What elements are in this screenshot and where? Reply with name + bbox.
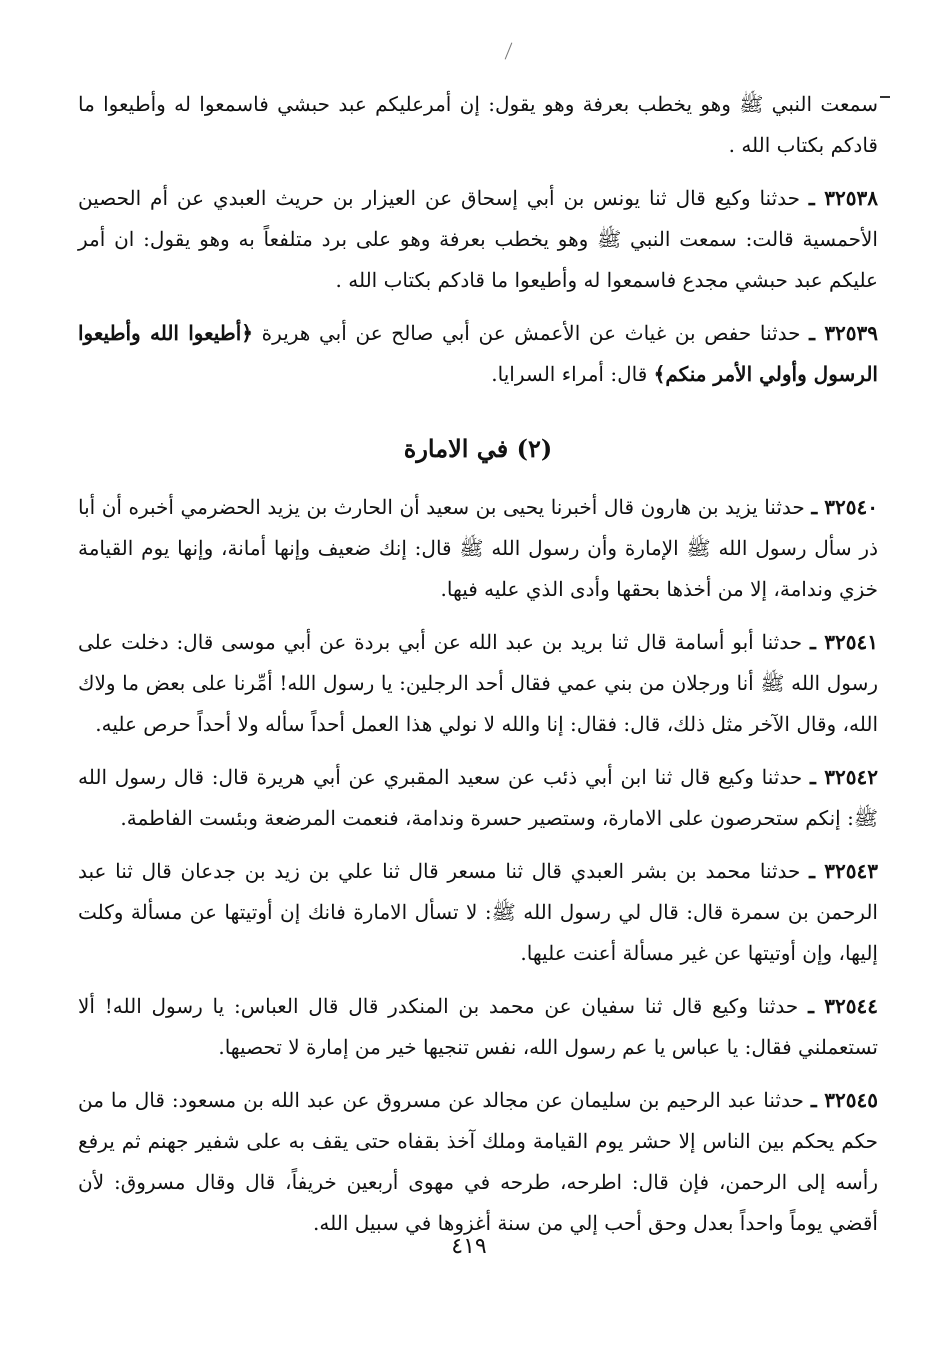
hadith-number: ٣٢٥٣٩ ـ (809, 321, 879, 345)
hadith-32543 (78, 851, 878, 974)
page-number: ٤١٩ (451, 1234, 487, 1259)
hadith-text: حدثنا عبد الرحيم بن سليمان عن مجالد عن مسروق عن عبد الله بن مسعود: قال ما من حكم يحكم بين الناس إلا حشر يوم القيامة وملك آخذ بقفاه حتى يقف به على شفير جهنم ثم يرفع رأسه إلى الرحمن، فإن قال: اطرحه، طرحه في مهوى أربعين خريفاً، قال وقال مسروق: لأن أقضي يوماً واحداً بعدل وحق أحب إلي من سنة أغزوها في سبيل الله. (78, 1088, 878, 1235)
hadith-32540 (78, 487, 878, 610)
hadith-number: ٣٢٥٤٣ ـ (809, 859, 878, 883)
hadith-number: ٣٢٥٤٥ ـ (810, 1088, 878, 1112)
hadith-text: حدثنا يزيد بن هارون قال أخبرنا يحيى بن سعيد أن الحارث بن يزيد الحضرمي أخبره أن أبا ذر سأل رسول الله ﷺ الإمارة وأن رسول الله ﷺ قال: إنك ضعيف وإنها أمانة، وإنها يوم القيامة خزي وندامة، إلا من أخذها بحقها وأدى الذي عليه فيها. (78, 495, 878, 601)
section-heading: (٢) في الامارة (403, 434, 553, 463)
hadith-text: حدثنا وكيع قال ثنا يونس بن أبي إسحاق عن العيزار بن حريث العبدي عن أم الحصين الأحمسية قالت: سمعت النبي ﷺ وهو يخطب بعرفة وهو على برد متلفعاً به وهو يقول: ان أمر عليكم عبد حبشي مجدع فاسمعوا له وأطيعوا ما قادكم بكتاب الله . (78, 186, 878, 292)
hadith-32544 (78, 986, 878, 1068)
hadith-text: حدثنا وكيع قال ثنا ابن أبي ذئب عن سعيد المقبري عن أبي هريرة قال: قال رسول الله ﷺ: إنكم ستحرصون على الامارة، وستصير حسرة وندامة، فنعمت المرضعة وبئست الفاطمة. (78, 765, 878, 830)
hadith-text: حدثنا وكيع قال ثنا سفيان عن محمد بن المنكدر قال قال العباس: يا رسول الله! ألا تستعملني فقال: يا عباس يا عم رسول الله، نفس تنجيها خير من إمارة لا تحصيها. (78, 994, 878, 1059)
hadith-32541 (78, 622, 878, 745)
hadith-number: ٣٢٥٤٠ ـ (811, 495, 879, 519)
stray-mark (505, 42, 513, 59)
hadith-32542 (78, 757, 878, 839)
hadith-number: ٣٢٥٣٨ ـ (808, 186, 879, 210)
page-body (78, 84, 878, 1256)
hadith-number: ٣٢٥٤١ ـ (809, 630, 878, 654)
hadith-text: حدثنا حفص بن غياث عن الأعمش عن أبي صالح عن أبي هريرة (253, 321, 801, 345)
margin-dash (880, 96, 890, 98)
hadith-32545 (78, 1080, 878, 1244)
hadith-text-end: قال: أمراء السرايا. (491, 362, 654, 386)
quran-verse: ﴿أطيعوا الله وأطيعوا الرسول وأولي الأمر منكم﴾ (78, 321, 878, 386)
hadith-32538 (78, 178, 878, 301)
hadith-text: حدثنا أبو أسامة قال ثنا بريد بن عبد الله عن أبي بردة عن أبي موسى قال: دخلت على رسول الله ﷺ أنا ورجلان من بني عمي فقال أحد الرجلين: يا رسول الله! أمِّرنا على بعض ما ولاك الله، وقال الآخر مثل ذلك، قال: فقال: إنا والله لا نولي هذا العمل أحداً سأله ولا أحداً حرص عليه. (78, 630, 878, 736)
hadith-number: ٣٢٥٤٢ ـ (810, 765, 879, 789)
hadith-text: حدثنا محمد بن بشر العبدي قال ثنا مسعر قال ثنا علي بن زيد بن جدعان قال ثنا عبد الرحمن بن سمرة قال: قال لي رسول الله ﷺ: لا تسأل الامارة فانك إن أوتيتها عن مسألة وكلت إليها، وإن أوتيتها عن غير مسألة أعنت عليها. (78, 859, 878, 965)
hadith-number: ٣٢٥٤٤ ـ (808, 994, 879, 1018)
intro-text: سمعت النبي ﷺ وهو يخطب بعرفة وهو يقول: إن أمرعليكم عبد حبشي فاسمعوا له وأطيعوا ما قادكم بكتاب الله . (78, 92, 878, 157)
intro-paragraph (78, 84, 878, 166)
hadith-32539 (78, 313, 878, 395)
